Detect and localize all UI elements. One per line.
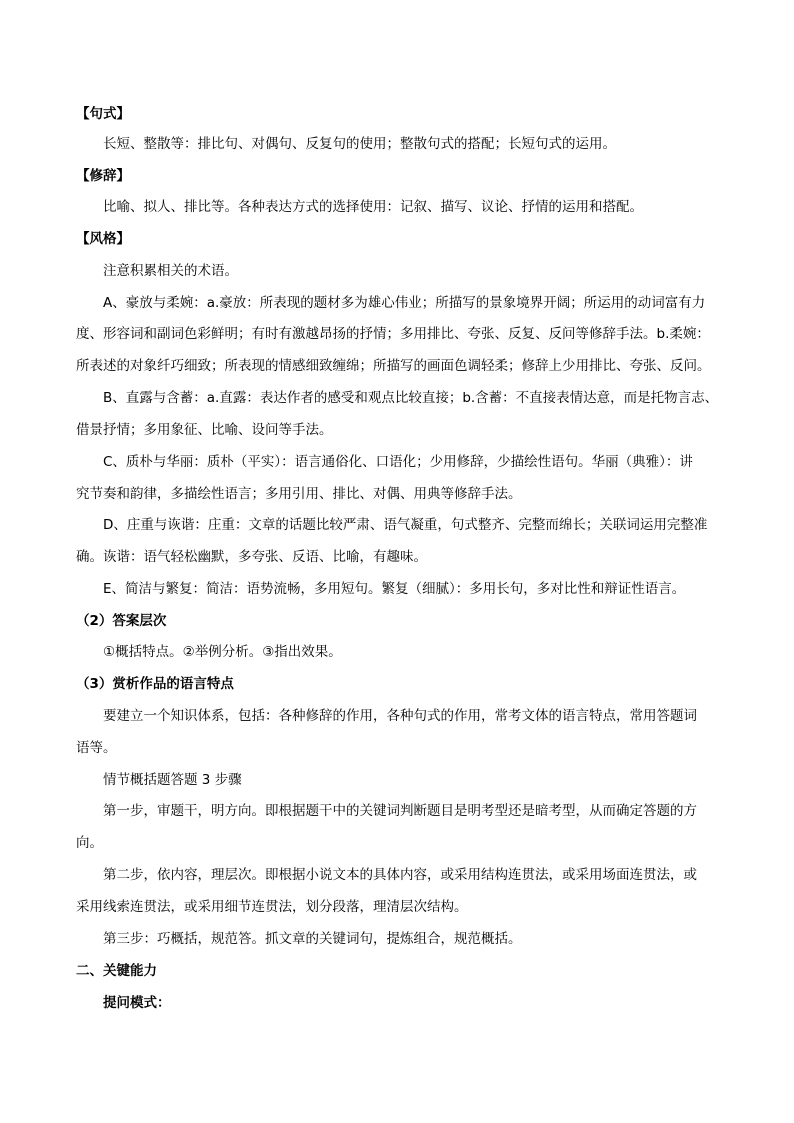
paragraph-cont: 语等。 bbox=[76, 740, 117, 756]
style-item-e: E、简洁与繁复：简洁：语势流畅，多用短句。繁复（细腻）：多用长句，多对比性和辩证性语言。 bbox=[103, 581, 686, 597]
paragraph: ①概括特点。②举例分析。③指出效果。 bbox=[103, 644, 342, 660]
plot-summary-heading: 情节概括题答题 3 步骤 bbox=[103, 772, 242, 788]
step-1-cont: 向。 bbox=[76, 835, 103, 851]
section-heading-sentence-pattern: 【句式】 bbox=[76, 106, 130, 122]
paragraph: 比喻、拟人、排比等。各种表达方式的选择使用：记叙、描写、议论、抒情的运用和搭配。 bbox=[103, 199, 643, 215]
step-1: 第一步，审题干，明方向。即根据题干中的关键词判断题目是明考型还是暗考型，从而确定答题的方 bbox=[103, 803, 697, 819]
style-item-a-cont: 所表述的对象纤巧细致；所表现的情感细致缠绵；所描写的画面色调轻柔；修辞上少用排比、夸张、反问。 bbox=[76, 358, 711, 374]
part-heading-key-abilities: 二、关键能力 bbox=[76, 963, 157, 979]
style-item-a-cont: 度、形容词和副词色彩鲜明；有时有激越昂扬的抒情；多用排比、夸张、反复、反问等修辞手法。b.柔婉： bbox=[76, 326, 710, 342]
step-3: 第三步：巧概括，规范答。抓文章的关键词句，提炼组合，规范概括。 bbox=[103, 931, 522, 947]
section-heading-style: 【风格】 bbox=[76, 231, 130, 247]
paragraph: 长短、整散等：排比句、对偶句、反复句的使用；整散句式的搭配；长短句式的运用。 bbox=[103, 136, 616, 152]
paragraph: 要建立一个知识体系，包括：各种修辞的作用，各种句式的作用，常考文体的语言特点，常用答题词 bbox=[103, 708, 697, 724]
style-item-d-cont: 确。诙谐：语气轻松幽默，多夸张、反语、比喻，有趣味。 bbox=[76, 549, 427, 565]
step-2-cont: 采用线索连贯法，或采用细节连贯法，划分段落，理清层次结构。 bbox=[76, 899, 468, 915]
style-item-d: D、庄重与诙谐：庄重：文章的话题比较严肃、语气凝重，句式整齐、完整而绵长；关联词运用完整准 bbox=[103, 517, 708, 533]
style-item-c-cont: 究节奏和韵律，多描绘性语言；多用引用、排比、对偶、用典等修辞手法。 bbox=[76, 486, 522, 502]
subheading-language-features: （3）赏析作品的语言特点 bbox=[76, 676, 234, 692]
style-item-a: A、豪放与柔婉：a.豪放：所表现的题材多为雄心伟业；所描写的景象境界开阔；所运用的动词富有力 bbox=[103, 295, 706, 311]
style-item-b: B、直露与含蓄：a.直露：表达作者的感受和观点比较直接；b.含蓄：不直接表情达意，而是托物言志、 bbox=[103, 390, 719, 406]
style-item-b-cont: 借景抒情；多用象征、比喻、设问等手法。 bbox=[76, 422, 333, 438]
subheading-answer-levels: （2）答案层次 bbox=[76, 613, 167, 629]
section-heading-rhetoric: 【修辞】 bbox=[76, 168, 130, 184]
step-2: 第二步，依内容，理层次。即根据小说文本的具体内容，或采用结构连贯法，或采用场面连贯法，或 bbox=[103, 867, 697, 883]
style-item-c: C、质朴与华丽：质朴（平实）：语言通俗化、口语化；少用修辞，少描绘性语句。华丽（典雅）：讲 bbox=[103, 454, 693, 470]
subheading-question-patterns: 提问模式： bbox=[103, 995, 171, 1011]
paragraph: 注意积累相关的术语。 bbox=[103, 263, 238, 279]
